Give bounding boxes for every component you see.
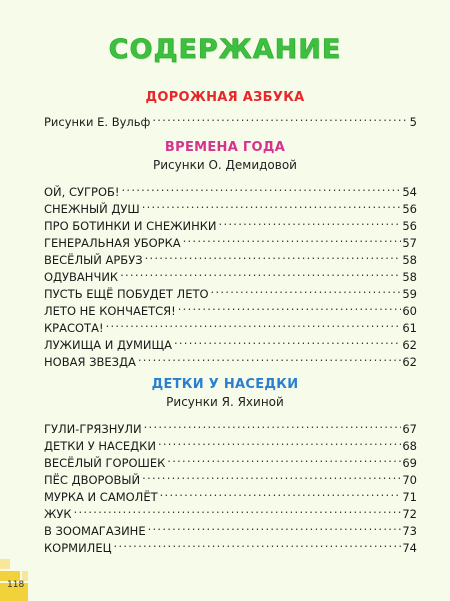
toc-entry-page: 54 [402,185,417,199]
toc-entry[interactable] [44,179,417,199]
toc-entry-label: В ЗООМАГАЗИНЕ [44,524,146,538]
toc-entry-page: 58 [402,270,417,284]
dot-leader [144,247,402,264]
dot-leader [147,518,402,535]
toc-entry[interactable] [44,230,417,250]
toc-entry-label: ГУЛИ-ГРЯЗНУЛИ [44,422,142,436]
toc-entry[interactable] [44,109,417,129]
toc-entry[interactable] [44,416,417,436]
toc-entry-label: ГЕНЕРАЛЬНАЯ УБОРКА [44,236,181,250]
toc-entry[interactable] [44,433,417,453]
page-title: СОДЕРЖАНИЕ [108,34,342,65]
toc-entry-label: ПРО БОТИНКИ И СНЕЖИНКИ [44,219,217,233]
toc-entry-label: ПЁС ДВОРОВЫЙ [44,473,141,487]
section-title-seasons: ВРЕМЕНА ГОДА [164,140,286,155]
toc-entry-page: 72 [402,507,417,521]
toc-entry-page: 67 [402,422,417,436]
toc-entry[interactable] [44,196,417,216]
section-subtitle-seasons: Рисунки О. Демидовой [153,158,297,172]
dot-leader [173,332,401,349]
dot-leader [166,450,401,467]
toc-entry[interactable] [44,349,417,369]
dot-leader [119,264,401,281]
toc-entry-label: КОРМИЛЕЦ [44,541,112,555]
toc-entry-page: 68 [402,439,417,453]
toc-entry-label: ОДУВАНЧИК [44,270,119,284]
dot-leader [151,109,408,126]
dot-leader [137,349,402,366]
toc-entry-label: КРАСОТА! [44,321,104,335]
toc-entry[interactable] [44,247,417,267]
toc-entry[interactable] [44,281,417,301]
toc-entry-label: Рисунки Е. Вульф [44,115,151,129]
toc-entry-page: 73 [402,524,417,538]
page-number: 118 [7,580,25,590]
toc-entry-page: 70 [402,473,417,487]
dot-leader [157,433,401,450]
toc-entry[interactable] [44,315,417,335]
toc-entry[interactable] [44,213,417,233]
toc-entry-page: 60 [402,304,417,318]
toc-entry-label: МУРКА И САМОЛЁТ [44,490,158,504]
section-title-road-alphabet: ДОРОЖНАЯ АЗБУКА [145,90,305,105]
toc-entry[interactable] [44,467,417,487]
toc-entry-page: 56 [402,219,417,233]
toc-entry-label: ЛЕТО НЕ КОНЧАЕТСЯ! [44,304,176,318]
toc-entry-page: 56 [402,202,417,216]
toc-entry-label: НОВАЯ ЗВЕЗДА [44,355,136,369]
toc-entry-page: 71 [402,490,417,504]
toc-entry-label: ВЕСЁЛЫЙ ГОРОШЕК [44,456,166,470]
toc-entry-label: СНЕЖНЫЙ ДУШ [44,202,140,216]
dot-leader [143,416,402,433]
toc-entry-page: 74 [402,541,417,555]
toc-entry-page: 59 [402,287,417,301]
toc-entry[interactable] [44,332,417,352]
toc-entry[interactable] [44,298,417,318]
dot-leader [177,298,402,315]
toc-entry-label: ЛУЖИЩА И ДУМИЩА [44,338,172,352]
toc-entry-label: ПУСТЬ ЕЩЁ ПОБУДЕТ ЛЕТО [44,287,209,301]
toc-entry[interactable] [44,518,417,538]
toc-entry-page: 57 [402,236,417,250]
dot-leader [73,501,402,518]
dot-leader [218,213,402,230]
dot-leader [141,196,402,213]
dot-leader [141,467,401,484]
toc-entry-page: 5 [409,115,417,129]
toc-entry-page: 69 [402,456,417,470]
dot-leader [210,281,402,298]
toc-entry-page: 62 [402,355,417,369]
toc-entry-label: ДЕТКИ У НАСЕДКИ [44,439,156,453]
toc-entry-label: ЖУК [44,507,72,521]
dot-leader [159,484,402,501]
toc-entry-label: ОЙ, СУГРОБ! [44,185,120,199]
dot-leader [113,535,402,552]
dot-leader [121,179,402,196]
toc-entry-page: 61 [402,321,417,335]
toc-entry[interactable] [44,501,417,521]
toc-entry[interactable] [44,535,417,555]
section-subtitle-chicks: Рисунки Я. Яхиной [166,395,284,409]
dot-leader [182,230,402,247]
toc-entry-label: ВЕСЁЛЫЙ АРБУЗ [44,253,143,267]
section-title-chicks: ДЕТКИ У НАСЕДКИ [151,377,299,392]
toc-entry[interactable] [44,264,417,284]
toc-entry[interactable] [44,450,417,470]
toc-entry-page: 58 [402,253,417,267]
toc-entry[interactable] [44,484,417,504]
dot-leader [105,315,402,332]
toc-entry-page: 62 [402,338,417,352]
